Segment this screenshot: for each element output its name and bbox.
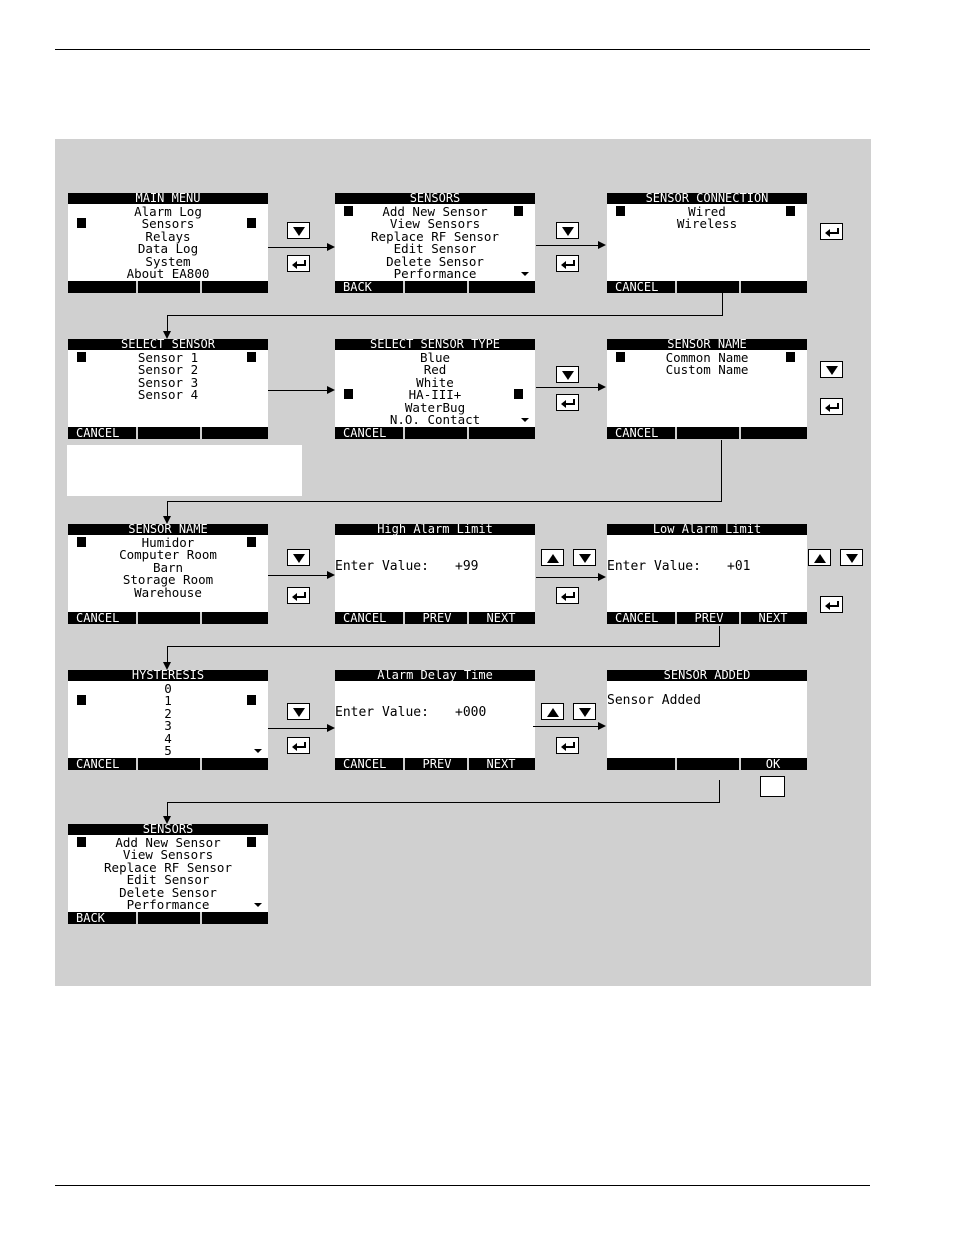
menu-item[interactable]: View Sensors [389,216,481,231]
softkey-bar [335,758,535,770]
down-key[interactable] [556,366,579,383]
flow-connector [268,575,327,576]
menu-item[interactable]: Edit Sensor [393,241,477,256]
down-key[interactable] [573,549,596,566]
scroll-down-icon [254,749,262,753]
softkey-bar [607,612,807,624]
enter-key[interactable] [556,737,579,754]
softkey-middle[interactable] [138,612,202,624]
up-arrow-icon [809,550,832,567]
menu-item[interactable]: Alarm Log [134,204,202,219]
softkey-next[interactable]: NEXT [758,611,788,625]
scroll-down-icon [521,418,529,422]
softkey-right[interactable] [741,427,805,439]
screen-title: MAIN MENU [68,193,268,204]
softkey-middle[interactable] [138,758,202,770]
down-arrow-icon [841,550,864,567]
screen-title: SENSOR ADDED [607,670,807,681]
softkey-left[interactable]: CANCEL [76,426,120,440]
softkey-bar [68,758,268,770]
menu-item[interactable]: Storage Room [122,572,214,587]
enter-key[interactable] [287,587,310,604]
softkey-middle[interactable] [138,281,202,293]
softkey-right[interactable] [202,427,266,439]
screen-title: SENSORS [335,193,535,204]
menu-item[interactable]: 5 [164,743,172,758]
lcd-select-sensor-type [335,339,535,439]
softkey-middle[interactable] [677,427,741,439]
lcd-select-sensor [68,339,268,439]
down-key[interactable] [287,703,310,720]
down-key[interactable] [287,549,310,566]
menu-item-selected[interactable]: Humidor [68,536,268,549]
enter-icon [821,224,844,241]
enter-icon [288,256,311,273]
screen-title: High Alarm Limit [335,524,535,535]
lcd-sensor-connection [607,193,807,293]
flow-arrowhead [163,331,171,339]
softkey-prev[interactable]: PREV [422,611,452,625]
flow-connector [167,646,168,662]
flow-arrowhead [327,571,335,579]
menu-item-selected[interactable]: Sensors [68,217,268,230]
menu-item[interactable]: Custom Name [665,362,749,377]
softkey-right[interactable] [202,912,266,924]
softkey-middle[interactable] [677,281,741,293]
enter-icon [288,738,311,755]
menu-item[interactable]: Edit Sensor [126,872,210,887]
softkey-bar [68,912,268,924]
menu-item[interactable]: Wireless [676,216,738,231]
menu-item-selected[interactable]: Add New Sensor [68,836,268,849]
flow-arrowhead [327,243,335,251]
up-arrow-icon [542,704,565,721]
flow-connector [268,247,327,248]
lcd-main-menu [68,193,268,293]
flow-connector [533,726,598,727]
lcd-sensor-name-choice [607,339,807,439]
menu-item[interactable]: Performance [126,897,210,912]
flow-connector [719,626,720,646]
menu-item[interactable]: Sensor 4 [137,387,199,402]
softkey-left[interactable]: CANCEL [615,280,659,294]
softkey-next[interactable]: NEXT [486,757,516,771]
menu-item-selected[interactable]: Add New Sensor [335,205,535,218]
softkey-right[interactable] [202,281,266,293]
screen-title: SELECT SENSOR TYPE [335,339,535,350]
value-label: Enter Value: [607,559,701,574]
softkey-right[interactable] [741,281,805,293]
down-arrow-icon [288,550,311,567]
flow-arrowhead [163,516,171,524]
softkey-bar [607,427,807,439]
softkey-left[interactable]: CANCEL [76,611,120,625]
confirmation-message: Sensor Added [607,693,701,708]
flow-arrowhead [327,386,335,394]
screen-title: SENSORS [68,824,268,835]
scroll-down-icon [254,903,262,907]
down-arrow-icon [821,362,844,379]
down-key[interactable] [573,703,596,720]
menu-item[interactable]: Sensor 2 [137,362,199,377]
menu-item[interactable]: 4 [164,731,172,746]
screen-title: Alarm Delay Time [335,670,535,681]
scroll-down-icon [521,272,529,276]
flow-arrowhead [163,662,171,670]
enter-icon [557,738,580,755]
down-key[interactable] [287,222,310,239]
value-field[interactable]: +000 [455,705,487,720]
softkey-middle[interactable] [405,427,469,439]
down-key[interactable] [556,222,579,239]
screen-title: SENSOR NAME [68,524,268,535]
flow-connector [167,501,722,502]
menu-item[interactable]: 0 [164,681,172,696]
menu-item[interactable]: 3 [164,718,172,733]
menu-item[interactable]: Replace RF Sensor [371,229,499,244]
menu-item[interactable]: Delete Sensor [386,254,484,269]
flow-connector [721,440,722,501]
menu-item[interactable]: Performance [393,266,477,281]
enter-icon [288,588,311,605]
menu-item[interactable]: System [145,254,191,269]
menu-item[interactable]: Relays [145,229,191,244]
lcd-high-alarm-limit [335,524,535,624]
softkey-bar [607,281,807,293]
softkey-middle[interactable] [138,427,202,439]
flow-connector [268,728,327,729]
softkey-left[interactable]: CANCEL [343,426,387,440]
flow-connector [167,646,720,647]
screen-title: Low Alarm Limit [607,524,807,535]
menu-item[interactable]: White [416,375,454,390]
flow-connector [167,802,720,803]
menu-item[interactable]: About EA800 [126,266,210,281]
softkey-cancel[interactable]: CANCEL [343,611,387,625]
softkey-middle[interactable] [405,281,469,293]
menu-item-selected[interactable]: Sensor 1 [68,351,268,364]
down-arrow-icon [574,550,597,567]
down-arrow-icon [557,367,580,384]
enter-icon [821,597,844,614]
softkey-prev[interactable]: PREV [694,611,724,625]
screen-title: SENSOR NAME [607,339,807,350]
flow-arrowhead [163,816,171,824]
enter-key[interactable] [287,737,310,754]
softkey-ok[interactable]: OK [765,757,781,771]
menu-item[interactable]: 2 [164,706,172,721]
flow-connector [536,245,598,246]
note-box [67,445,302,496]
softkey-bar [335,427,535,439]
menu-item[interactable]: N.O. Contact [389,412,481,427]
ok-key[interactable] [760,776,785,797]
down-arrow-icon [557,223,580,240]
softkey-bar [68,427,268,439]
softkey-bar [68,281,268,293]
flow-arrowhead [598,722,606,730]
lcd-sensor-name-list [68,524,268,624]
softkey-middle[interactable] [677,758,741,770]
softkey-right[interactable] [202,758,266,770]
menu-item[interactable]: Sensor 3 [137,375,199,390]
softkey-right[interactable] [469,281,533,293]
enter-icon [557,395,580,412]
menu-item[interactable]: View Sensors [122,847,214,862]
menu-item-selected[interactable]: Wired [607,205,807,218]
enter-key[interactable] [556,587,579,604]
enter-icon [557,588,580,605]
enter-key[interactable] [556,255,579,272]
menu-item[interactable]: Red [423,362,447,377]
lcd-sensors-return [68,824,268,924]
lcd-sensors [335,193,535,293]
lcd-low-alarm-limit [607,524,807,624]
value-field[interactable]: +99 [455,559,479,574]
down-key[interactable] [820,361,843,378]
enter-key[interactable] [556,394,579,411]
menu-item[interactable]: Replace RF Sensor [104,860,232,875]
softkey-right[interactable] [469,427,533,439]
menu-item[interactable]: Delete Sensor [119,885,217,900]
menu-item[interactable]: Warehouse [134,585,202,600]
menu-item-selected[interactable]: Common Name [607,351,807,364]
menu-item[interactable]: Computer Room [119,547,217,562]
down-arrow-icon [288,704,311,721]
enter-key[interactable] [820,223,843,240]
up-key[interactable] [541,549,564,566]
flow-connector [167,315,723,316]
lcd-alarm-delay-time [335,670,535,770]
down-key[interactable] [840,549,863,566]
flow-connector [536,387,598,388]
menu-item-selected[interactable]: 1 [68,694,268,707]
flow-connector [268,390,327,391]
flow-connector [719,780,720,802]
top-rule [55,49,870,50]
enter-icon [557,256,580,273]
down-arrow-icon [288,223,311,240]
flow-connector [722,293,723,315]
lcd-sensor-added [607,670,807,770]
softkey-left[interactable]: CANCEL [76,757,120,771]
enter-key[interactable] [287,255,310,272]
softkey-bar [335,281,535,293]
softkey-cancel[interactable]: CANCEL [615,611,659,625]
softkey-bar [335,612,535,624]
menu-item-selected[interactable]: HA-III+ [335,388,535,401]
flow-arrowhead [327,724,335,732]
value-label: Enter Value: [335,559,429,574]
flow-connector [167,501,168,516]
flow-arrowhead [598,383,606,391]
softkey-bar [68,612,268,624]
softkey-cancel[interactable]: CANCEL [343,757,387,771]
down-arrow-icon [574,704,597,721]
softkey-middle[interactable] [138,912,202,924]
softkey-right[interactable] [202,612,266,624]
enter-icon [821,399,844,416]
flow-arrowhead [598,241,606,249]
enter-key[interactable] [820,596,843,613]
enter-key[interactable] [820,398,843,415]
up-key[interactable] [541,703,564,720]
value-label: Enter Value: [335,705,429,720]
lcd-hysteresis [68,670,268,770]
softkey-left[interactable]: BACK [76,911,105,925]
softkey-left[interactable]: BACK [343,280,372,294]
up-key[interactable] [808,549,831,566]
flow-connector [536,577,598,578]
up-arrow-icon [542,550,565,567]
menu-item[interactable]: Barn [152,560,184,575]
screen-title: HYSTERESIS [68,670,268,681]
screen-title: SENSOR CONNECTION [607,193,807,204]
bottom-rule [55,1185,870,1186]
flow-connector [167,802,168,816]
softkey-next[interactable]: NEXT [486,611,516,625]
value-field[interactable]: +01 [727,559,751,574]
softkey-bar [607,758,807,770]
softkey-prev[interactable]: PREV [422,757,452,771]
flow-arrowhead [598,573,606,581]
menu-item[interactable]: Data Log [137,241,199,256]
screen-title: SELECT SENSOR [68,339,268,350]
menu-item[interactable]: Blue [419,350,451,365]
menu-item[interactable]: WaterBug [404,400,466,415]
softkey-left[interactable]: CANCEL [615,426,659,440]
flow-connector [167,315,168,331]
